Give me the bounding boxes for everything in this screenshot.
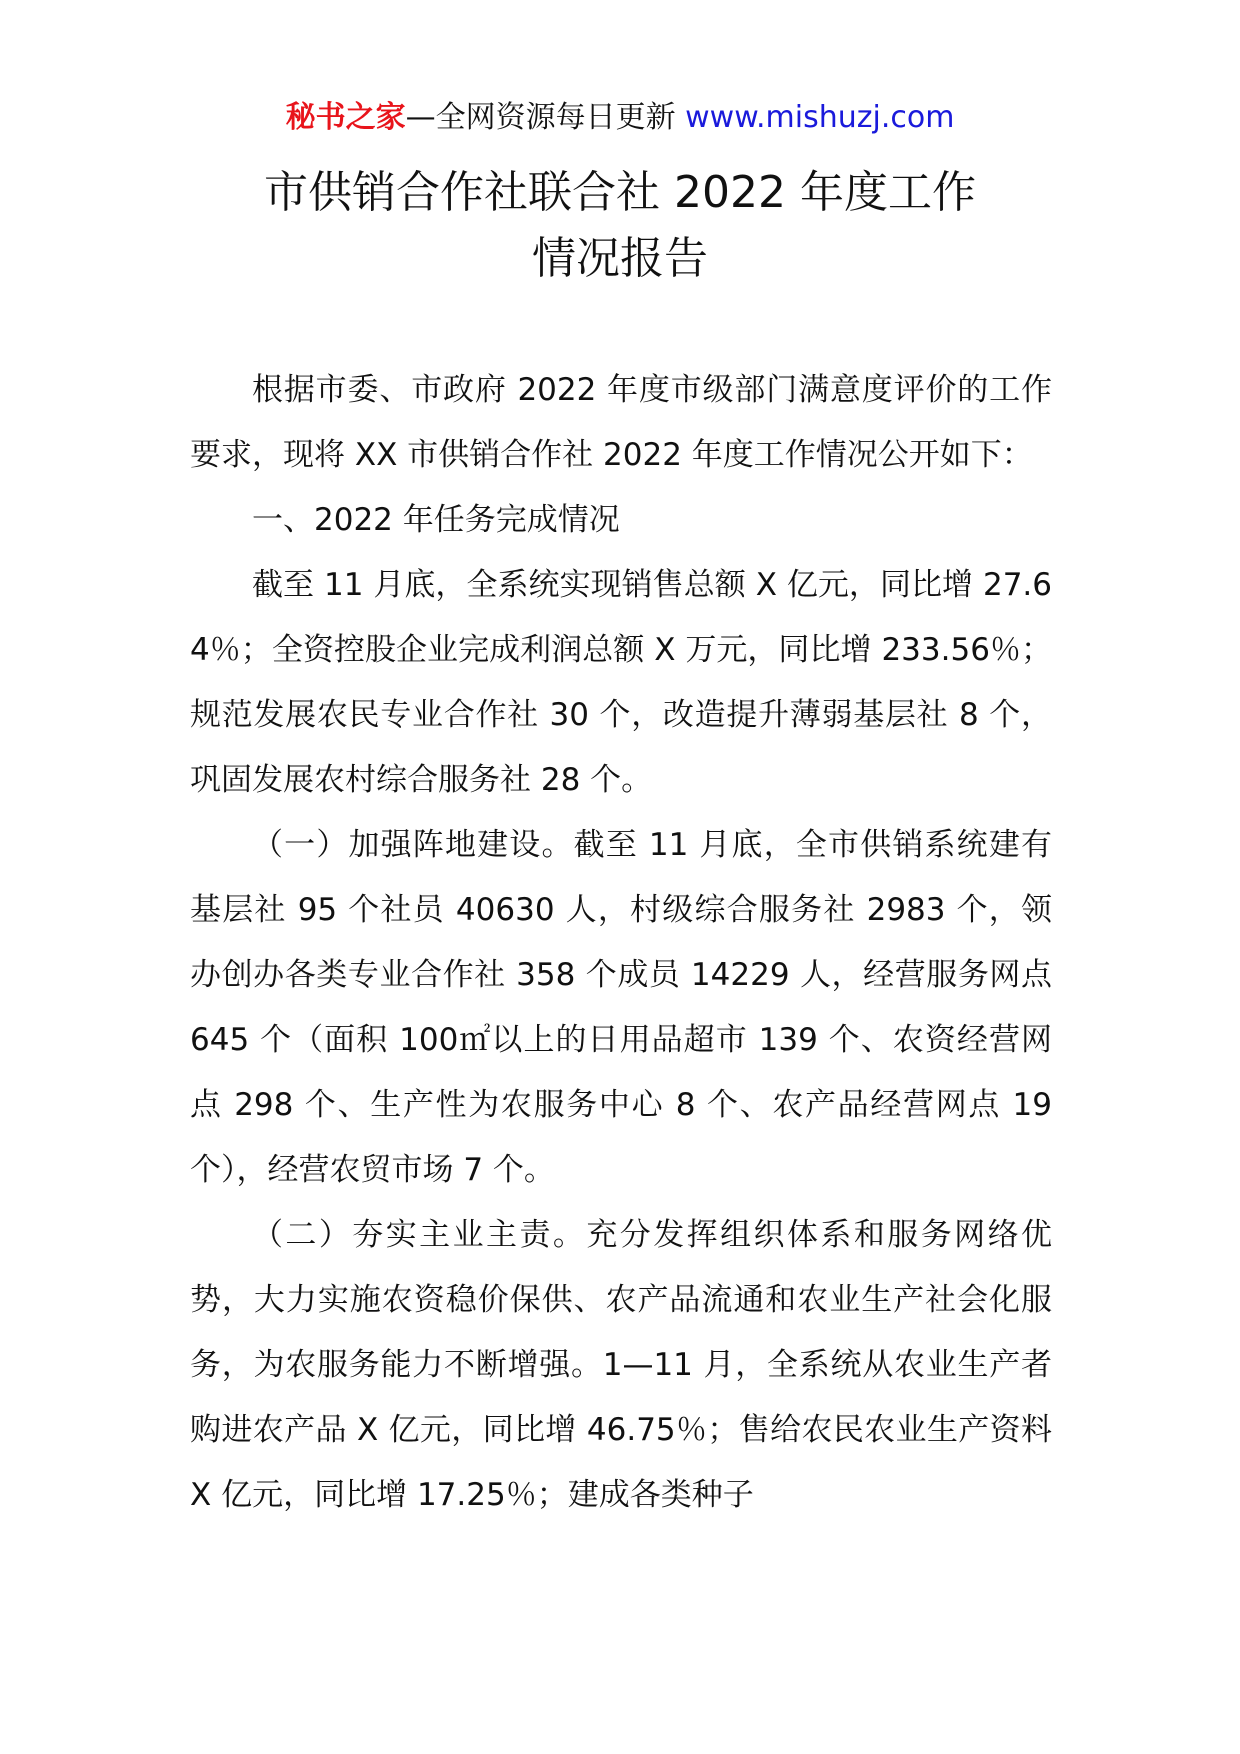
site-url-link[interactable]: www.mishuzj.com (685, 100, 955, 135)
subsection-1-paragraph: （一）加强阵地建设。截至 11 月底，全市供销系统建有基层社 95 个社员 40630 人，村级综合服务社 2983 个，领办创办各类专业合作社 358 个成员 14229 人，经营服务网点 645 个（面积 100㎡以上的日用品超市 139 个、农资经营网点 298 个、生产性为农服务中心 8 个、农产品经营网点 19 个），经营农贸市场 7 个。 (190, 827, 1052, 1188)
banner-tagline: —全网资源每日更新 (405, 100, 686, 135)
brand-name: 秘书之家 (285, 100, 406, 135)
intro-paragraph: 根据市委、市政府 2022 年度市级部门满意度评价的工作要求，现将 XX 市供销合作社 2022 年度工作情况公开如下： (190, 372, 1052, 473)
document-title (0, 160, 1240, 292)
summary-paragraph: 截至 11 月底，全系统实现销售总额 X 亿元，同比增 27.64％；全资控股企业完成利润总额 X 万元，同比增 233.56％；规范发展农民专业合作社 30 个，改造提升薄弱基层社 8 个，巩固发展农村综合服务社 28 个。 (190, 567, 1052, 798)
subsection-2-paragraph: （二）夯实主业主责。充分发挥组织体系和服务网络优势，大力实施农资稳价保供、农产品流通和农业生产社会化服务，为农服务能力不断增强。1—11 月，全系统从农业生产者购进农产品 X 亿元，同比增 46.75％；售给农民农业生产资料 X 亿元，同比增 17.25％；建成各类种子 (190, 1217, 1052, 1513)
section-heading-1: 一、2022 年任务完成情况 (252, 502, 620, 538)
title-line-2: 情况报告 (532, 233, 708, 284)
document-body (190, 358, 1052, 1528)
title-line-1: 市供销合作社联合社 2022 年度工作 (264, 167, 976, 218)
site-banner (0, 98, 1240, 138)
